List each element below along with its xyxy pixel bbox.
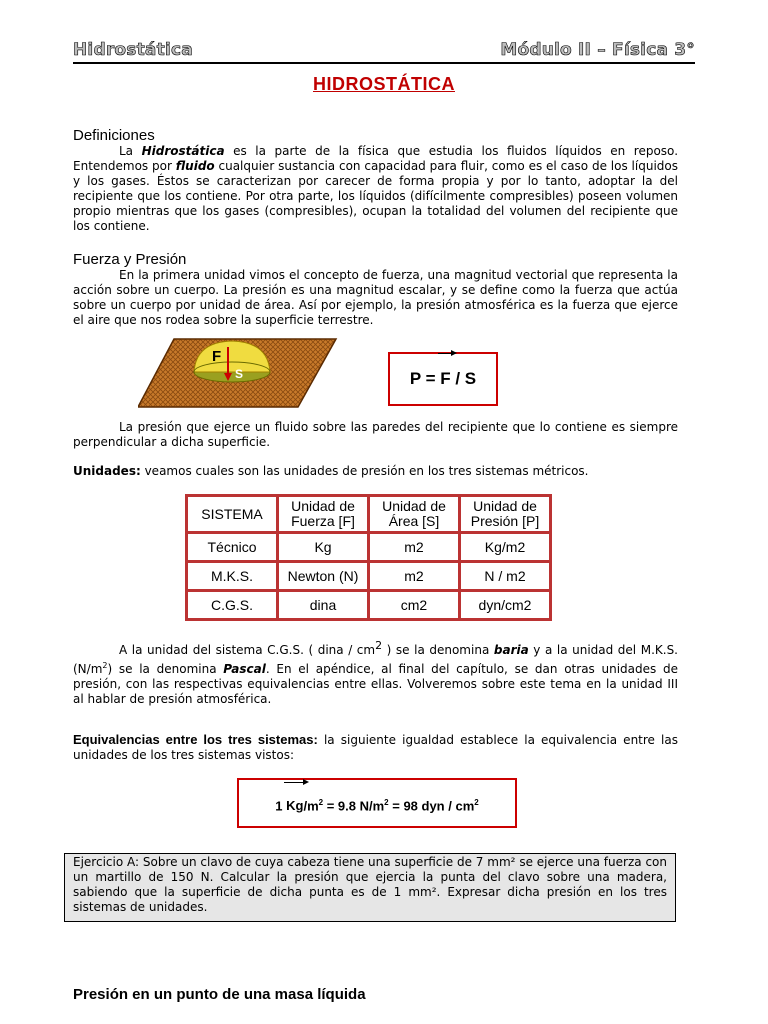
exercise-text: Ejercicio A: Sobre un clavo de cuya cabeza tiene una superficie de 7 mm² se ejerce una fuerza con un martillo de 150 N. Calcular la presión que ejercia la punta del clavo sobre una madera, sabiendo que la superficie de dicha punta es de 1 mm². Expresar dicha presión en los tres sistemas de unidades. bbox=[73, 855, 667, 914]
table-row bbox=[187, 591, 551, 620]
table-header-row bbox=[187, 496, 551, 533]
heading-equivalencias: Equivalencias entre los tres sistemas: bbox=[73, 732, 318, 747]
table-cell: Kg/m2 bbox=[460, 533, 551, 562]
table-cell: m2 bbox=[369, 562, 460, 591]
table-header-cell: Unidad de Presión [P] bbox=[460, 496, 551, 533]
table-header-cell: Unidad de Fuerza [F] bbox=[278, 496, 369, 533]
table-cell: cm2 bbox=[369, 591, 460, 620]
units-table bbox=[185, 494, 552, 621]
equivalence-formula: 1 $Kg/m^2 = 9.8$ $N/m^2 = 98$ dyn / $cm^2$ bbox=[237, 778, 517, 828]
paragraph-definiciones: La Hidrostática es la parte de la física que estudia los fluidos líquidos en reposo. Entendemos por fluido cualquier sustancia con capacidad para fluir, como es el caso de los líquidos y los gases. Éstos se caracterizan por carecer de forma propia y por lo tanto, adoptar la del recipiente que los contiene. Por otra parte, los líquidos (difícilmente compresibles) poseen volumen propio mientras que los gases (compresibles), ocupan la totalidad del volumen del recipiente que los contiene. bbox=[73, 144, 679, 233]
header-left: Hidrostática bbox=[73, 40, 193, 60]
table-cell: Kg bbox=[278, 533, 369, 562]
table-row bbox=[187, 562, 551, 591]
page-title: HIDROSTÁTICA bbox=[313, 74, 455, 94]
table-cell: Newton (N) bbox=[278, 562, 369, 591]
table-row bbox=[187, 533, 551, 562]
paragraph-fuerza-presion: En la primera unidad vimos el concepto de fuerza, una magnitud vectorial que representa la acción sobre un cuerpo. La presión es una magnitud escalar, y se define como la fuerza que actúa sobre un cuerpo por unidad de área. Así por ejemplo, la presión atmosférica es la fuerza que ejerce el aire que nos rodea sobre la superficie terrestre. bbox=[73, 268, 678, 327]
heading-presion-punto: Presión en un punto de una masa líquida bbox=[73, 986, 366, 1003]
exercise-box bbox=[64, 853, 676, 922]
fig-label-s: S bbox=[235, 367, 244, 381]
table-header-cell: Unidad de Área [S] bbox=[369, 496, 460, 533]
header-right: Módulo II – Física 3° bbox=[500, 40, 695, 60]
table-cell: dyn/cm2 bbox=[460, 591, 551, 620]
pressure-formula: P = F / S bbox=[388, 352, 498, 406]
table-cell: M.K.S. bbox=[187, 562, 278, 591]
fig-label-f: F bbox=[212, 348, 222, 365]
pressure-illustration bbox=[138, 337, 338, 409]
table-cell: C.G.S. bbox=[187, 591, 278, 620]
table-cell: N / m2 bbox=[460, 562, 551, 591]
table-cell: m2 bbox=[369, 533, 460, 562]
paragraph-baria-pascal: A la unidad del sistema C.G.S. ( dina / $cm^2$ ) se la denomina baria y a la unidad del M.K.S. $(N/m^2)$ se la denomina Pascal. En el apéndice, al final del capítulo, se dan otras unidades de presión, con las respectivas equivalencias entre ellas. Volveremos sobre este tema en la unidad III al hablar de presión atmosférica. bbox=[73, 639, 678, 706]
table-cell: dina bbox=[278, 591, 369, 620]
paragraph-unidades: Unidades: veamos cuales son las unidades de presión en los tres sistemas métricos. bbox=[73, 464, 589, 478]
table-header-cell: SISTEMA bbox=[187, 496, 278, 533]
paragraph-equivalencias: Equivalencias entre los tres sistemas: la siguiente igualdad establece la equivalencia entre las unidades de los tres sistemas vistos: bbox=[73, 732, 678, 762]
table-cell: Técnico bbox=[187, 533, 278, 562]
heading-definiciones: Definiciones bbox=[73, 127, 155, 144]
page-header bbox=[73, 40, 695, 64]
heading-fuerza-presion: Fuerza y Presión bbox=[73, 251, 187, 268]
paragraph-perpendicular: La presión que ejerce un fluido sobre las paredes del recipiente que lo contiene es siempre perpendicular a dicha superficie. bbox=[73, 420, 678, 449]
